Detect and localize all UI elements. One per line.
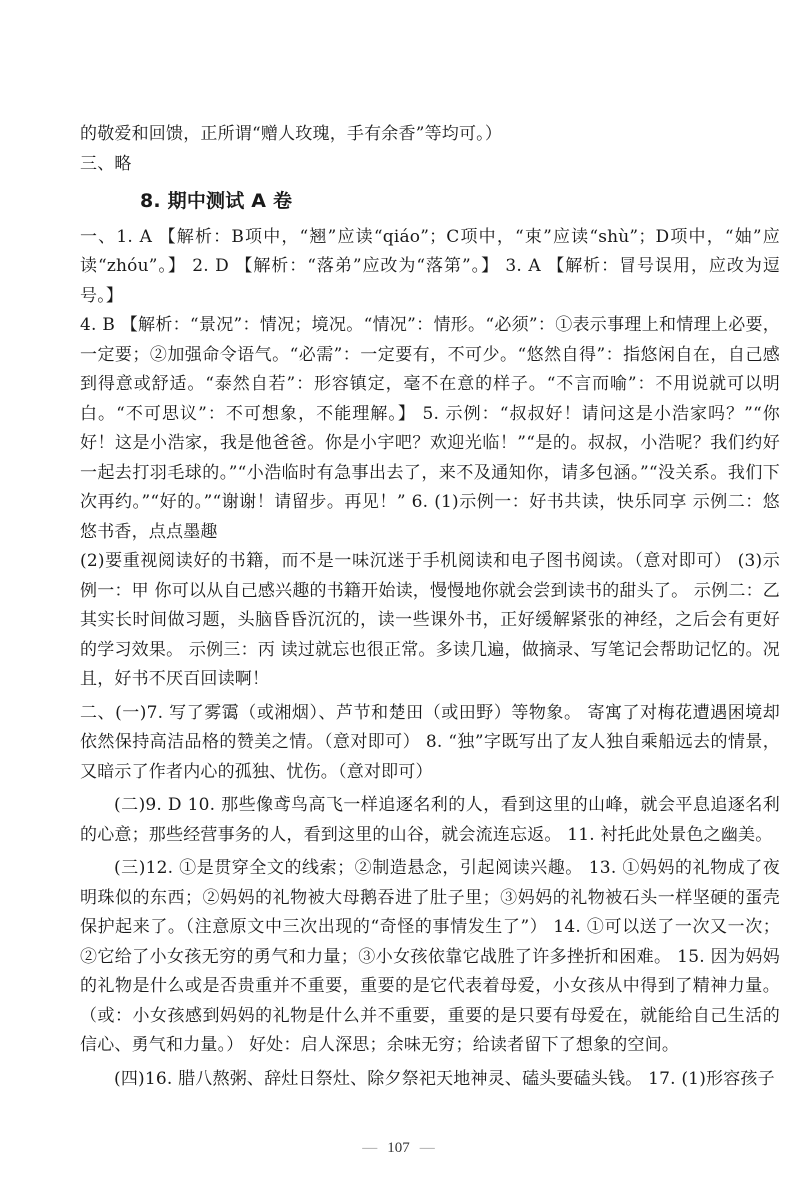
paragraph-q6-continued: (2)要重视阅读好的书籍，而不是一味沉迷于手机阅读和电子图书阅读。（意对即可） (3)示例一：甲 你可以从自己感兴趣的书籍开始读，慢慢地你就会尝到读书的甜头了。 示例二：乙 其实长时间做习题，头脑昏昏沉沉的，读一些课外书，正好缓解紧张的神经，之后会有更好的学习效果。 示例三：丙 读过就忘也很正常。多读几遍，做摘录、写笔记会帮助记忆的。况且，好书不厌百回读啊！ [80,551,780,689]
continuation-line: 的敬爱和回馈，正所谓“赠人玫瑰，手有余香”等均可。） [80,124,503,144]
paragraph-part-two-1: 二、(一)7. 写了雾霭（或湘烟）、芦节和楚田（或田野）等物象。 寄寓了对梅花遭遇困境却依然保持高洁品格的赞美之情。（意对即可） 8. “独”字既写出了友人独自乘船远去的情景，又暗示了作者内心的孤独、忧伤。（意对即可） [80,702,780,782]
paragraph-part-one-q1-3: 一、1. A 【解析：B项中，“翘”应读“qiáo”；C项中，“束”应读“shù”；D项中，“妯”应读“zhóu”。】 2. D 【解析：“落弟”应改为“落第”。】 3. A 【解析：冒号误用，应改为逗号。】 [80,226,780,306]
section-title: 8. 期中测试 A 卷 [140,190,293,212]
paragraph-part-two-3: (三)12. ①是贯穿全文的线索；②制造悬念，引起阅读兴趣。 13. ①妈妈的礼物成了夜明珠似的东西；②妈妈的礼物被大母鹅吞进了肚子里；③妈妈的礼物被石头一样坚硬的蛋壳保护起来了。（注意原文中三次出现的“奇怪的事情发生了”） 14. ①可以送了一次又一次；②它给了小女孩无穷的勇气和力量；③小女孩依靠它战胜了许多挫折和困难。 15. 因为妈妈的礼物是什么或是否贵重并不重要，重要的是它代表着母爱，小女孩从中得到了精神力量。（或：小女孩感到妈妈的礼物是什么并不重要，重要的是只要有母爱在，就能给自己生活的信心、勇气和力量。） 好处：启人深思；余味无穷；给读者留下了想象的空间。 [80,858,780,1055]
page-number: — 107 — [0,1140,797,1157]
paragraph-part-two-4: (四)16. 腊八熬粥、辞灶日祭灶、除夕祭祀天地神灵、磕头要磕头钱。 17. (1)形容孩子 [114,1068,775,1089]
answer-text-block [80,120,780,1094]
section-three-line: 三、略 [80,153,132,174]
paragraph-q4-6: 4. B 【解析：“景况”：情况；境况。“情况”：情形。“必须”：①表示事理上和情理上必要，一定要；②加强命令语气。“必需”：一定要有，不可少。“悠然自得”：指悠闲自在，自己感到得意或舒适。“泰然自若”：形容镇定，毫不在意的样子。“不言而喻”：不用说就可以明白。“不可思议”：不可想象，不能理解。】 5. 示例：“叔叔好！请问这是小浩家吗？”“你好！这是小浩家，我是他爸爸。你是小宇吧？欢迎光临！”“是的。叔叔，小浩呢？我们约好一起去打羽毛球的。”“小浩临时有急事出去了，来不及通知你，请多包涵。”“没关系。我们下次再约。”“好的。”“谢谢！请留步。再见！” 6. (1)示例一：好书共读，快乐同享 示例二：悠悠书香，点点墨趣 [80,315,780,542]
paragraph-part-two-2: (二)9. D 10. 那些像鸢鸟高飞一样追逐名利的人，看到这里的山峰，就会平息追逐名利的心意；那些经营事务的人，看到这里的山谷，就会流连忘返。 11. 衬托此处景色之幽美。 [80,795,780,845]
